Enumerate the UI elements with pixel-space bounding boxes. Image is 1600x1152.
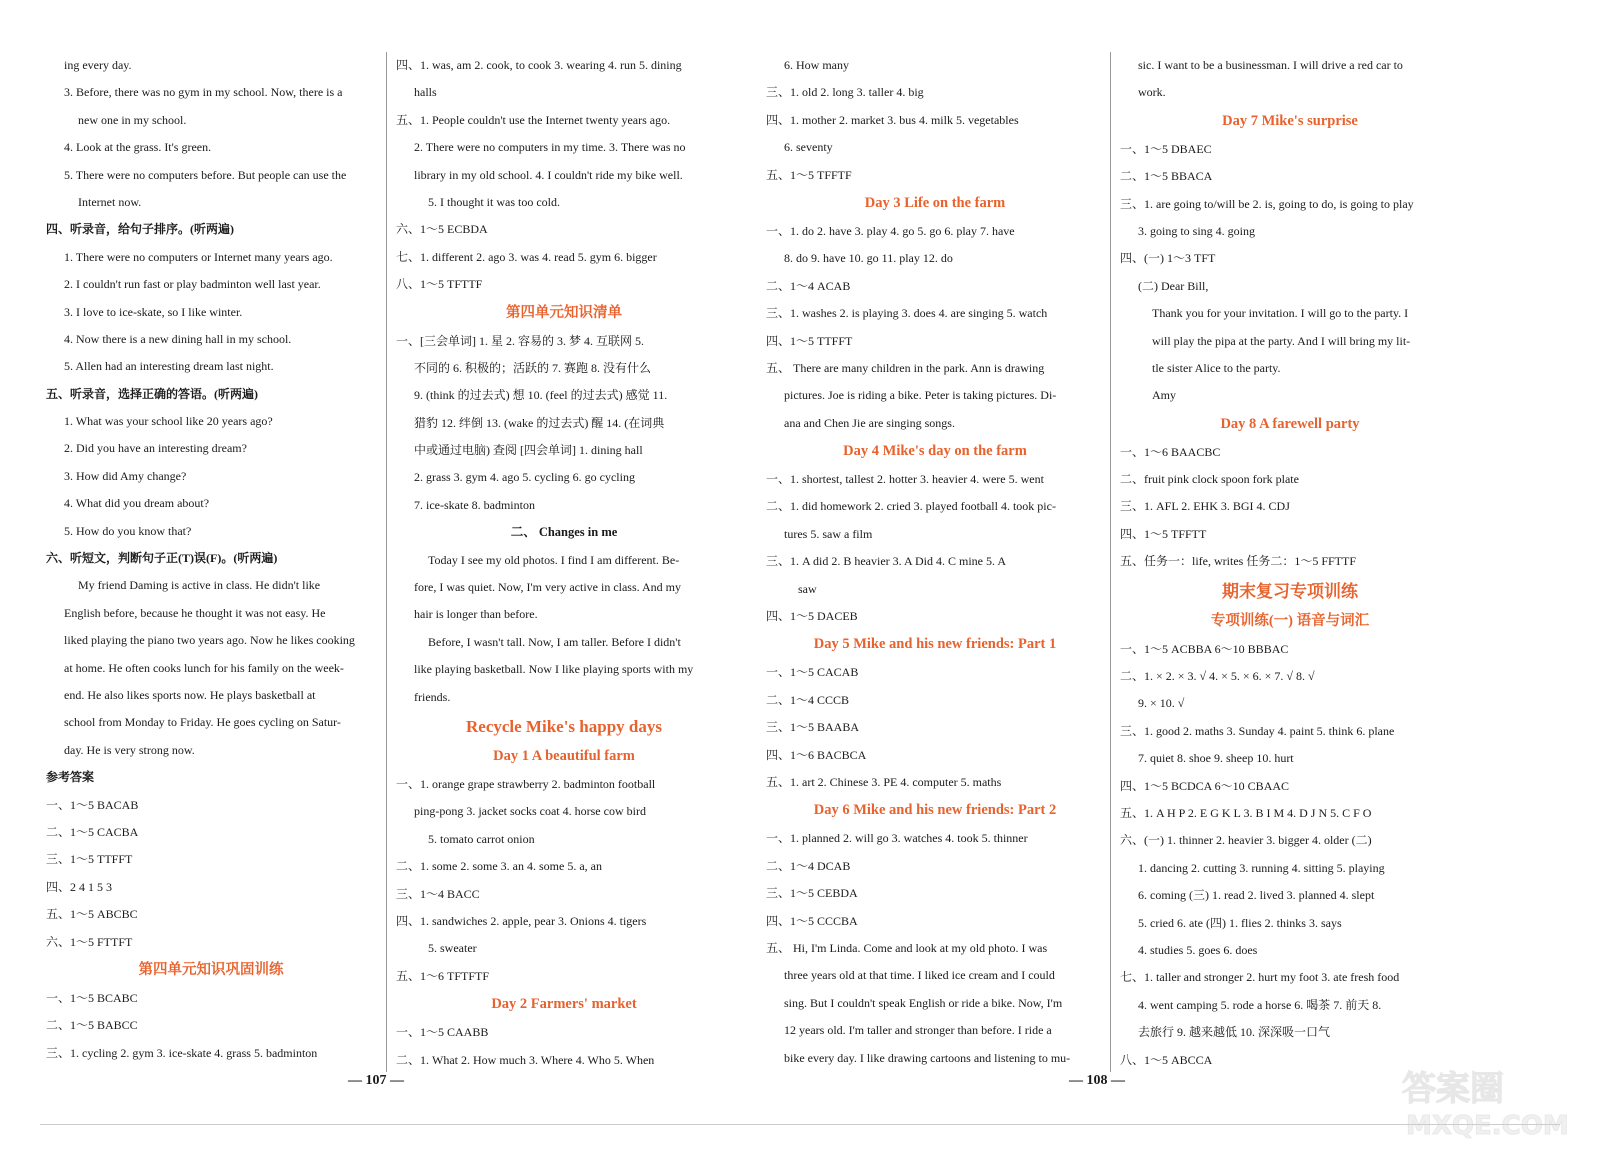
section-heading: 专项训练(一) 语音与词汇 bbox=[1210, 612, 1370, 629]
answer-line: 7. quiet 8. shoe 9. sheep 10. hurt bbox=[1138, 751, 1294, 766]
answer-line: Before, I wasn't tall. Now, I am taller. Before I didn't bbox=[428, 634, 681, 649]
answer-line: 5. Allen had an interesting dream last night. bbox=[64, 359, 274, 374]
answer-line: 4. Look at the grass. It's green. bbox=[64, 140, 212, 155]
answer-line: 2. Did you have an interesting dream? bbox=[64, 441, 247, 456]
answer-line: 四、1～5 TFFTT bbox=[1120, 526, 1207, 541]
answer-line: 三、1～5 BAABA bbox=[766, 720, 860, 735]
answer-line: 5. cried 6. ate (四) 1. flies 2. thinks 3. says bbox=[1138, 915, 1342, 930]
answer-line: 五、1. People couldn't use the Internet twenty years ago. bbox=[396, 112, 671, 127]
answer-line: work. bbox=[1138, 85, 1166, 100]
answer-line: English before, because he thought it was not easy. He bbox=[64, 605, 326, 620]
answer-line: 3. going to sing 4. going bbox=[1138, 223, 1256, 238]
answer-line: Today I see my old photos. I find I am different. Be- bbox=[428, 552, 680, 567]
answer-line: bike every day. I like drawing cartoons and listening to mu- bbox=[784, 1050, 1071, 1065]
answer-line: 六、1～5 FTTFT bbox=[46, 934, 133, 949]
page-number-left: — 107 — bbox=[348, 1073, 404, 1088]
answer-line: 三、1. good 2. maths 3. Sunday 4. paint 5. think 6. plane bbox=[1120, 723, 1395, 738]
answer-line: 2. I couldn't run fast or play badminton well last year. bbox=[64, 277, 321, 292]
column-4 bbox=[1120, 52, 1460, 1074]
answer-line: 三、1. are going to/will be 2. is, going to do, is going to play bbox=[1120, 196, 1414, 211]
answer-line: 3. I love to ice-skate, so I like winter. bbox=[64, 304, 243, 319]
answer-line: 四、1～5 TTFFT bbox=[766, 333, 853, 348]
answer-line: 八、1～5 ABCCA bbox=[1120, 1052, 1213, 1067]
column-2 bbox=[396, 52, 732, 1074]
svg-text:答案圈: 答案圈 bbox=[1402, 1069, 1504, 1109]
answer-line: 4. studies 5. goes 6. does bbox=[1138, 942, 1258, 957]
answer-line: school from Monday to Friday. He goes cycling on Satur- bbox=[64, 715, 341, 730]
answer-line: 2. grass 3. gym 4. ago 5. cycling 6. go cycling bbox=[414, 470, 635, 485]
answer-line: 五、1. A H P 2. E G K L 3. B I M 4. D J N 5. C F O bbox=[1120, 805, 1372, 820]
answer-line: 6. How many bbox=[784, 58, 849, 72]
answer-line: day. He is very strong now. bbox=[64, 742, 195, 757]
answer-line: 5. sweater bbox=[428, 941, 477, 956]
column-divider bbox=[386, 52, 387, 1072]
answer-line: 6. coming (三) 1. read 2. lived 3. planned 4. slept bbox=[1138, 888, 1375, 903]
answer-line: 一、[三会单词] 1. 星 2. 容易的 3. 梦 4. 互联网 5. bbox=[396, 333, 644, 348]
answer-line: 5. There were no computers before. But people can use the bbox=[64, 167, 347, 182]
answer-line: 4. What did you dream about? bbox=[64, 496, 210, 511]
answer-line: 一、1～5 DBAEC bbox=[1120, 141, 1212, 156]
column-1 bbox=[46, 52, 376, 1067]
answer-line: like playing basketball. Now I like playing sports with my bbox=[414, 662, 694, 677]
answer-line: 二、1～4 DCAB bbox=[766, 858, 851, 873]
answer-line: 二、1. × 2. × 3. √ 4. × 5. × 6. × 7. √ 8. √ bbox=[1120, 669, 1315, 684]
answer-line: 四、1～5 DACEB bbox=[766, 609, 858, 624]
answer-line: 一、1～5 ACBBA 6～10 BBBAC bbox=[1120, 641, 1289, 656]
answer-line: 3. How did Amy change? bbox=[64, 468, 187, 483]
answer-line: halls bbox=[414, 85, 437, 100]
answer-line: 5. I thought it was too cold. bbox=[428, 194, 560, 209]
section-heading: Day 5 Mike and his new friends: Part 1 bbox=[813, 636, 1057, 653]
answer-line: 一、1～5 BCABC bbox=[46, 990, 138, 1005]
answer-line: 五、1～6 TFTFTF bbox=[396, 968, 490, 983]
answer-line: Amy bbox=[1152, 388, 1176, 403]
answer-line: 三、1～5 CEBDA bbox=[766, 886, 858, 901]
answer-line: will play the pipa at the party. And I will bring my lit- bbox=[1152, 333, 1411, 348]
answer-line: 七、1. taller and stronger 2. hurt my foot 3. ate fresh food bbox=[1120, 970, 1400, 985]
section-heading: 第四单元知识巩固训练 bbox=[138, 961, 284, 978]
section-heading: Day 8 A farewell party bbox=[1220, 415, 1360, 432]
answer-line: new one in my school. bbox=[78, 112, 187, 127]
answer-line: 四、2 4 1 5 3 bbox=[46, 879, 113, 894]
unit-heading: 期末复习专项训练 bbox=[1222, 581, 1358, 601]
question-heading: 五、听录音，选择正确的答语。(听两遍) bbox=[46, 386, 258, 401]
answer-line: 一、1～6 BAACBC bbox=[1120, 444, 1221, 459]
answer-line: ping-pong 3. jacket socks coat 4. horse cow bird bbox=[414, 804, 646, 819]
answer-line: sic. I want to be a businessman. I will drive a red car to bbox=[1138, 58, 1403, 72]
answer-line: 五、1. art 2. Chinese 3. PE 4. computer 5. maths bbox=[766, 774, 1002, 789]
answer-line: 四、1. mother 2. market 3. bus 4. milk 5. vegetables bbox=[766, 112, 1019, 127]
answer-line: 1. What was your school like 20 years ago? bbox=[64, 414, 273, 429]
answer-line: 3. Before, there was no gym in my school. Now, there is a bbox=[64, 85, 343, 100]
column-3 bbox=[766, 52, 1104, 1072]
answer-line: 五、 There are many children in the park. Ann is drawing bbox=[766, 360, 1045, 375]
unit-heading: Recycle Mike's happy days bbox=[466, 716, 662, 736]
essay-title: 二、 Changes in me bbox=[510, 525, 618, 540]
answer-line: 六、(一) 1. thinner 2. heavier 3. bigger 4. older (二) bbox=[1120, 833, 1372, 848]
section-heading: Day 1 A beautiful farm bbox=[493, 747, 635, 764]
answer-line: 二、1. did homework 2. cried 3. played football 4. took pic- bbox=[766, 499, 1056, 514]
answer-line: 四、1～5 BCDCA 6～10 CBAAC bbox=[1120, 778, 1290, 793]
answer-line: 1. dancing 2. cutting 3. running 4. sitting 5. playing bbox=[1138, 860, 1385, 875]
answer-line: 一、1. orange grape strawberry 2. badminton football bbox=[396, 776, 656, 791]
answer-line: hair is longer than before. bbox=[414, 607, 538, 622]
answer-line: 二、1～5 BABCC bbox=[46, 1018, 138, 1033]
section-heading: 第四单元知识清单 bbox=[506, 304, 622, 321]
answer-line: 7. ice-skate 8. badminton bbox=[414, 497, 535, 512]
answer-line: (二) Dear Bill, bbox=[1138, 278, 1209, 293]
answer-line: 三、1. A did 2. B heavier 3. A Did 4. C mine 5. A bbox=[766, 554, 1006, 569]
answer-line: 四、1. was, am 2. cook, to cook 3. wearing 4. run 5. dining bbox=[396, 58, 682, 72]
answer-line: tures 5. saw a film bbox=[784, 526, 873, 541]
answer-line: Internet now. bbox=[78, 194, 142, 209]
answer-line: 9. × 10. √ bbox=[1138, 696, 1185, 711]
answer-line: 八、1～5 TFTTF bbox=[396, 277, 483, 292]
answer-line: 5. How do you know that? bbox=[64, 523, 192, 538]
answer-line: saw bbox=[798, 581, 817, 596]
answer-line: 二、fruit pink clock spoon fork plate bbox=[1120, 472, 1299, 487]
answer-line: 三、1～4 BACC bbox=[396, 886, 480, 901]
answer-line: 二、1. What 2. How much 3. Where 4. Who 5. When bbox=[396, 1052, 655, 1067]
section-heading: Day 4 Mike's day on the farm bbox=[843, 443, 1027, 460]
answer-line: 1. There were no computers or Internet many years ago. bbox=[64, 249, 333, 264]
answer-line: 三、1. old 2. long 3. taller 4. big bbox=[766, 85, 924, 100]
answer-line: 2. There were no computers in my time. 3. There was no bbox=[414, 140, 686, 155]
answer-line: 三、1. washes 2. is playing 3. does 4. are singing 5. watch bbox=[766, 306, 1048, 321]
answer-line: 一、1. do 2. have 3. play 4. go 5. go 6. play 7. have bbox=[766, 223, 1015, 238]
answer-line: Thank you for your invitation. I will go to the party. I bbox=[1152, 306, 1409, 321]
answer-line: end. He also likes sports now. He plays basketball at bbox=[64, 687, 316, 702]
answer-line: 一、1～5 CAABB bbox=[396, 1025, 489, 1040]
answer-line: 一、1. planned 2. will go 3. watches 4. took 5. thinner bbox=[766, 831, 1028, 846]
section-heading: Day 3 Life on the farm bbox=[864, 194, 1006, 211]
answer-line: 一、1. shortest, tallest 2. hotter 3. heavier 4. were 5. went bbox=[766, 472, 1044, 487]
answer-line: 五、1～5 TFFTF bbox=[766, 167, 852, 182]
answer-line: at home. He often cooks lunch for his family on the week- bbox=[64, 660, 344, 675]
question-heading: 四、听录音，给句子排序。(听两遍) bbox=[46, 222, 234, 237]
answer-line: liked playing the piano two years ago. Now he likes cooking bbox=[64, 633, 355, 648]
svg-text:MXQE.COM: MXQE.COM bbox=[1406, 1111, 1569, 1141]
answer-line: 二、1～4 CCCB bbox=[766, 692, 850, 707]
answer-line: sing. But I couldn't speak English or ride a bike. Now, I'm bbox=[784, 995, 1063, 1010]
answer-line: 二、1～5 CACBA bbox=[46, 824, 139, 839]
answer-line: 9. (think 的过去式) 想 10. (feel 的过去式) 感觉 11. bbox=[414, 388, 668, 403]
section-heading: Day 7 Mike's surprise bbox=[1222, 112, 1358, 129]
answer-line: 四、1～5 CCCBA bbox=[766, 913, 858, 928]
bottom-rule bbox=[40, 1124, 1560, 1125]
section-heading: Day 2 Farmers' market bbox=[491, 996, 637, 1013]
answer-line: 五、1～5 ABCBC bbox=[46, 907, 138, 922]
answer-line: 二、1～5 BBACA bbox=[1120, 169, 1213, 184]
answer-line: pictures. Joe is riding a bike. Peter is taking pictures. Di- bbox=[784, 388, 1057, 403]
watermark-logo bbox=[1398, 1060, 1578, 1142]
answer-line: 三、1～5 TTFFT bbox=[46, 852, 133, 867]
answer-line: 二、1. some 2. some 3. an 4. some 5. a, an bbox=[396, 859, 602, 874]
answer-line: 猎豹 12. 绊倒 13. (wake 的过去式) 醒 14. (在词典 bbox=[414, 415, 665, 430]
answer-line: 一、1～5 BACAB bbox=[46, 797, 139, 812]
answer-line: 中或通过电脑) 查阅 [四会单词] 1. dining hall bbox=[414, 443, 643, 458]
answer-line: ana and Chen Jie are singing songs. bbox=[784, 415, 955, 430]
answer-line: 12 years old. I'm taller and stronger than before. I ride a bbox=[784, 1023, 1052, 1038]
answer-line: 五、任务一：life, writes 任务二：1～5 FFTTF bbox=[1120, 554, 1356, 569]
answer-line: 六、1～5 ECBDA bbox=[396, 222, 488, 237]
answer-line: 不同的 6. 积极的；活跃的 7. 赛跑 8. 没有什么 bbox=[414, 360, 652, 375]
answer-line: 6. seventy bbox=[784, 140, 833, 155]
answer-line: 8. do 9. have 10. go 11. play 12. do bbox=[784, 251, 953, 266]
answer-line: friends. bbox=[414, 689, 451, 704]
question-heading: 六、听短文，判断句子正(T)误(F)。(听两遍) bbox=[46, 551, 278, 566]
answer-line: My friend Daming is active in class. He didn't like bbox=[78, 578, 321, 593]
answer-line: 四、1. sandwiches 2. apple, pear 3. Onions 4. tigers bbox=[396, 913, 647, 928]
section-heading: Day 6 Mike and his new friends: Part 2 bbox=[813, 802, 1057, 819]
answer-line: 5. tomato carrot onion bbox=[428, 831, 535, 846]
answer-line: 二、1～4 ACAB bbox=[766, 278, 851, 293]
answer-line: 七、1. different 2. ago 3. was 4. read 5. gym 6. bigger bbox=[396, 249, 657, 264]
answer-line: library in my old school. 4. I couldn't ride my bike well. bbox=[414, 167, 683, 182]
answer-line: 4. went camping 5. rode a horse 6. 喝茶 7. 前天 8. bbox=[1138, 997, 1382, 1012]
answer-line: 三、1. AFL 2. EHK 3. BGI 4. CDJ bbox=[1120, 499, 1290, 514]
answer-line: 三、1. cycling 2. gym 3. ice-skate 4. grass 5. badminton bbox=[46, 1045, 318, 1060]
answer-line: 五、 Hi, I'm Linda. Come and look at my old photo. I was bbox=[766, 940, 1048, 955]
page-number-right: — 108 — bbox=[1069, 1073, 1125, 1088]
answer-line: 4. Now there is a new dining hall in my school. bbox=[64, 331, 292, 346]
question-heading: 参考答案 bbox=[46, 770, 95, 785]
answer-line: 四、(一) 1～3 TFT bbox=[1120, 251, 1216, 266]
answer-line: 四、1～6 BACBCA bbox=[766, 747, 867, 762]
answer-line: tle sister Alice to the party. bbox=[1152, 360, 1281, 375]
answer-line: 一、1～5 CACAB bbox=[766, 665, 859, 680]
answer-line: 去旅行 9. 越来越低 10. 深深吸一口气 bbox=[1138, 1025, 1331, 1040]
column-divider bbox=[1110, 52, 1111, 1072]
answer-line: fore, I was quiet. Now, I'm very active in class. And my bbox=[414, 580, 681, 595]
answer-line: three years old at that time. I liked ice cream and I could bbox=[784, 968, 1055, 983]
answer-line: ing every day. bbox=[64, 58, 132, 72]
